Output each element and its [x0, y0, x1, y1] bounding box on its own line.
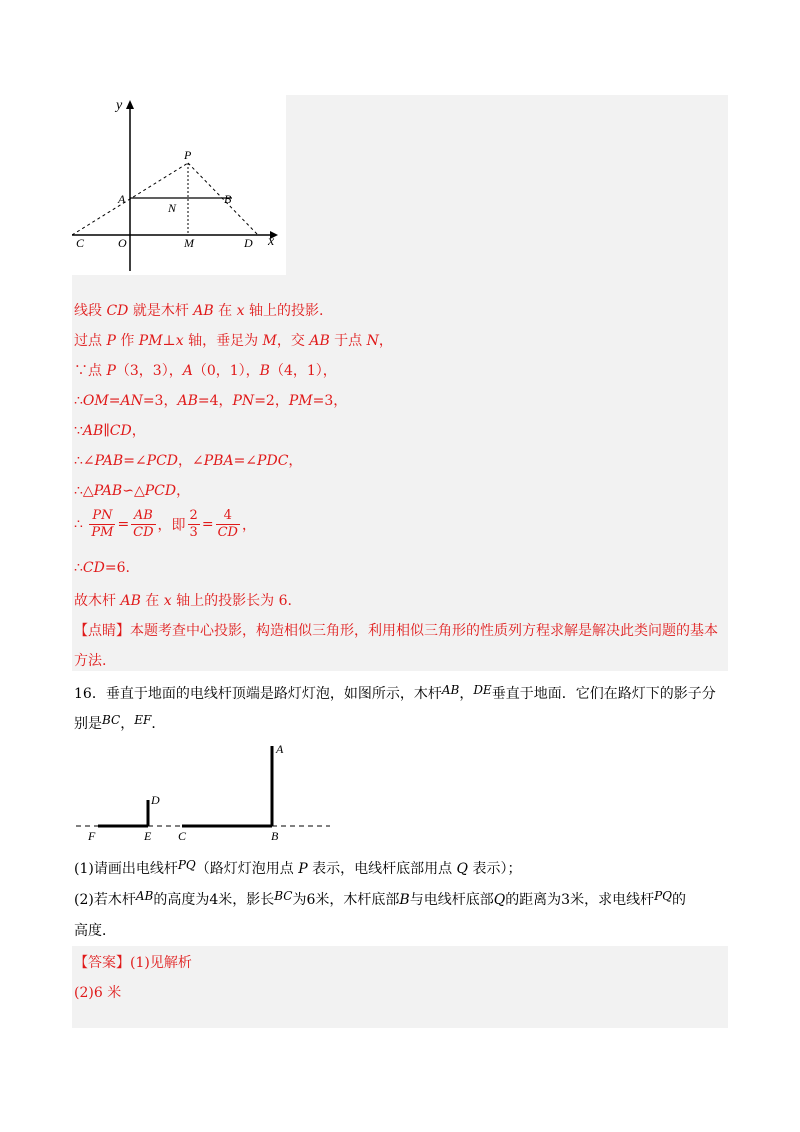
- solution-line-8-fractions: ∴ $\frac{PN}{PM}$ = $\frac{AB}{CD}$ ，即 $\frac{2}{3}$ = $\frac{4}{CD}$ ，: [74, 508, 256, 540]
- figure-shadow-diagram: [74, 738, 334, 848]
- label-C2: C: [178, 829, 187, 843]
- question-16-line-1: 16．垂直于地面的电线杆顶端是路灯灯泡，如图所示，木杆AB，DE垂直于地面．它们在路灯下的影子分: [74, 683, 716, 702]
- fraction-2-3: $\frac{2}{3}$: [189, 508, 198, 540]
- label-y: y: [116, 98, 123, 113]
- solution-line-5: ∵AB∥CD，: [74, 423, 146, 439]
- figure-coordinate-diagram: [72, 95, 286, 275]
- question-16-part-2-cont: 高度．: [74, 923, 116, 939]
- comment-line-2: 方法.: [74, 653, 107, 669]
- label-E2: E: [144, 829, 152, 843]
- fraction-AB-CD: $\frac{AB}{CD}$: [133, 508, 154, 540]
- question-16-line-2: 别是BC，EF．: [74, 713, 166, 732]
- label-C: C: [76, 236, 85, 250]
- solution-line-2: 过点 P 作 PM⊥x 轴，垂足为 M，交 AB 于点 N，: [74, 333, 393, 349]
- label-B2: B: [271, 829, 279, 843]
- label-O: O: [118, 236, 127, 250]
- solution-line-3: ∵点 P（3，3），A（0，1），B（4，1），: [74, 363, 337, 379]
- solution-line-10: 故木杆 AB 在 x 轴上的投影长为 6.: [74, 593, 292, 609]
- label-A: A: [118, 192, 126, 206]
- label-F2: F: [88, 829, 96, 843]
- label-x: x: [268, 234, 275, 249]
- solution-line-6: ∴∠PAB=∠PCD，∠PBA=∠PDC，: [74, 453, 303, 469]
- fraction-PN-PM: $\frac{PN}{PM}$: [91, 508, 114, 540]
- answer-line-1: 【答案】(1)见解析: [74, 955, 192, 971]
- solution-line-7: ∴△PAB∽△PCD，: [74, 483, 191, 499]
- solution-line-4: ∴OM=AN=3，AB=4，PN=2，PM=3，: [74, 393, 348, 409]
- solution-line-9: ∴CD=6.: [74, 560, 130, 576]
- label-P: P: [184, 148, 192, 162]
- fraction-4-CD: $\frac{4}{CD}$: [217, 508, 238, 540]
- comment-line-1: 【点睛】本题考查中心投影，构造相似三角形，利用相似三角形的性质列方程求解是解决此类问题的基本: [74, 623, 718, 639]
- label-D2: D: [151, 793, 160, 807]
- solution-line-1: 线段 CD 就是木杆 AB 在 x 轴上的投影.: [74, 303, 324, 319]
- label-N: N: [168, 201, 177, 215]
- question-16-part-1: (1)请画出电线杆PQ（路灯灯泡用点 P 表示，电线杆底部用点 Q 表示）；: [74, 858, 522, 877]
- question-16-part-2: (2)若木杆AB的高度为4米，影长BC为6米，木杆底部B与电线杆底部Q的距离为3米，求电线杆PQ的: [74, 889, 687, 908]
- label-B: B: [224, 192, 232, 206]
- answer-line-2: (2)6 米: [74, 985, 122, 1001]
- label-A2: A: [276, 742, 284, 756]
- line-PD: [188, 163, 258, 235]
- y-axis-arrow-icon: [126, 100, 134, 109]
- shadow-svg: [74, 738, 334, 848]
- coordinate-svg: [72, 95, 286, 275]
- label-D: D: [244, 236, 253, 250]
- label-M: M: [184, 236, 194, 250]
